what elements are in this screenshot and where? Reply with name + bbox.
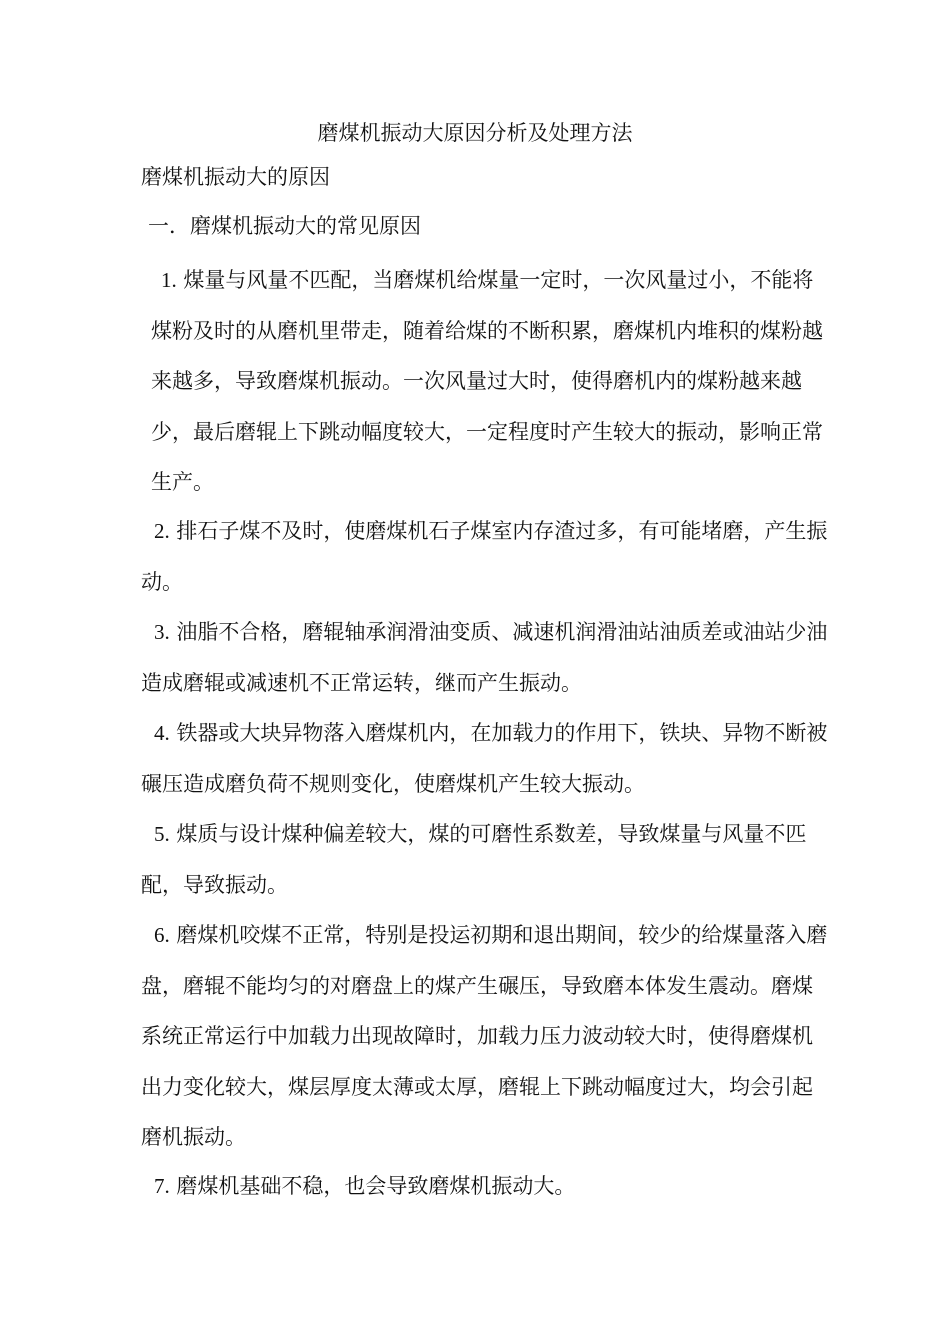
document-subtitle: 磨煤机振动大的原因: [141, 165, 330, 189]
cause-item-6: [141, 910, 831, 1163]
document-title: 磨煤机振动大原因分析及处理方法: [317, 121, 633, 145]
cause-item-number: 7.: [154, 1174, 170, 1198]
cause-item-number: 6.: [154, 923, 170, 947]
cause-item-3: [141, 607, 831, 708]
cause-item-text: 排石子煤不及时，使磨煤机石子煤室内存渣过多，有可能堵磨，产生振动。: [141, 519, 828, 594]
cause-item-text: 油脂不合格，磨辊轴承润滑油变质、减速机润滑油站油质差或油站少油造成磨辊或减速机不正常运转，继而产生振动。: [141, 620, 828, 695]
cause-item-5: [141, 809, 831, 910]
cause-item-2: [141, 506, 831, 607]
cause-item-text: 煤质与设计煤种偏差较大，煤的可磨性系数差，导致煤量与风量不匹配，导致振动。: [141, 822, 807, 897]
cause-item-number: 1.: [161, 268, 177, 292]
cause-item-4: [141, 708, 831, 809]
cause-item-text: 磨煤机基础不稳，也会导致磨煤机振动大。: [169, 1174, 576, 1198]
cause-item-number: 5.: [154, 822, 170, 846]
cause-item-number: 4.: [154, 721, 170, 745]
cause-item-text: 磨煤机咬煤不正常，特别是投运初期和退出期间，较少的给煤量落入磨盘，磨辊不能均匀的对磨盘上的煤产生碾压，导致磨本体发生震动。磨煤系统正常运行中加载力出现故障时，加载力压力波动较大时，使得磨煤机出力变化较大，煤层厚度太薄或太厚，磨辊上下跳动幅度过大，均会引起磨机振动。: [141, 923, 828, 1149]
cause-item-text: 煤量与风量不匹配，当磨煤机给煤量一定时，一次风量过小，不能将煤粉及时的从磨机里带走，随着给煤的不断积累，磨煤机内堆积的煤粉越来越多，导致磨煤机振动。一次风量过大时，使得磨机内的煤粉越来越少，最后磨辊上下跳动幅度较大，一定程度时产生较大的振动，影响正常生产。: [151, 268, 823, 494]
cause-item-7: [141, 1161, 831, 1212]
cause-item-number: 3.: [154, 620, 170, 644]
section-heading: 一．磨煤机振动大的常见原因: [148, 214, 421, 238]
cause-item-text: 铁器或大块异物落入磨煤机内，在加载力的作用下，铁块、异物不断被碾压造成磨负荷不规则变化，使磨煤机产生较大振动。: [141, 721, 828, 796]
cause-item-number: 2.: [154, 519, 170, 543]
cause-item-1: [151, 255, 823, 508]
